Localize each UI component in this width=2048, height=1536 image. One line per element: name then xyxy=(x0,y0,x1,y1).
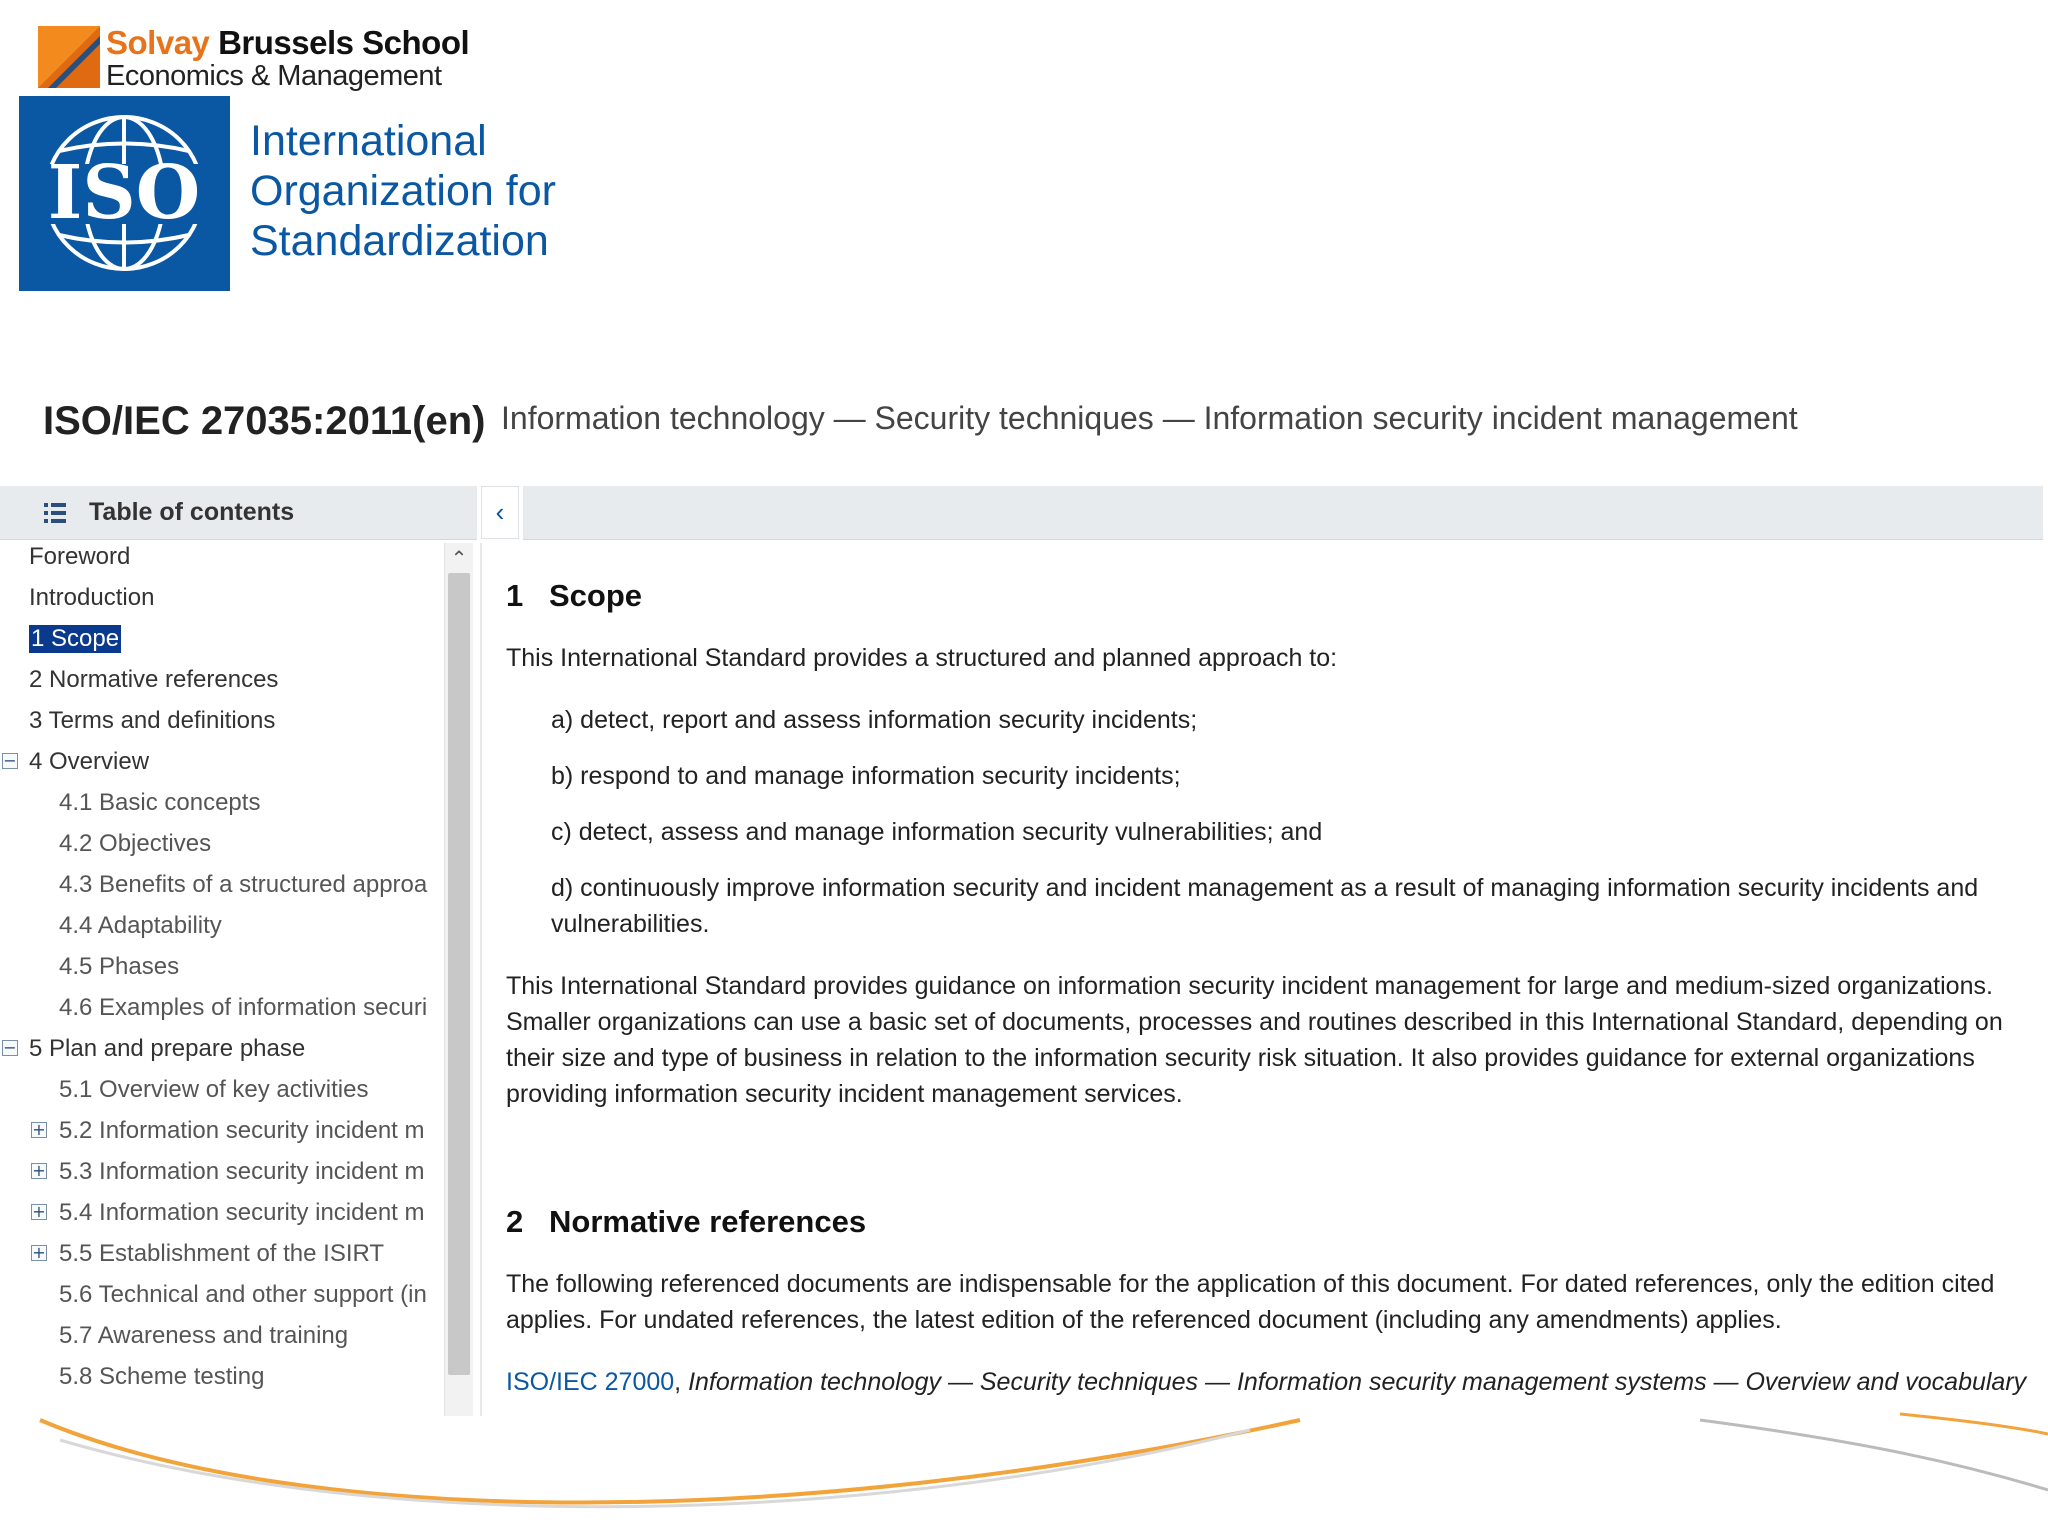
toc-list xyxy=(0,543,443,1416)
expand-toggle-icon[interactable]: + xyxy=(32,1202,46,1221)
toc-item-5-2[interactable]: + 5.2 Information security incident m xyxy=(32,1117,425,1144)
content-header-bar xyxy=(523,486,2043,540)
expand-toggle-icon[interactable]: + xyxy=(32,1161,46,1180)
normative-paragraph: The following referenced documents are indispensable for the application of this document. For dated references, only the edition cited applies. For undated references, the latest edition of the referenced document (including any amendments) applies. xyxy=(506,1270,1995,1334)
scroll-thumb[interactable] xyxy=(448,573,470,1375)
iso-name-line: International xyxy=(250,117,487,165)
expand-toggle-icon[interactable]: + xyxy=(32,1243,46,1262)
toc-item-5-3[interactable]: + 5.3 Information security incident m xyxy=(32,1158,425,1185)
collapse-toggle-icon[interactable]: − xyxy=(3,1038,17,1057)
toc-item-4-6[interactable]: 4.6 Examples of information securi xyxy=(59,994,428,1021)
list-icon xyxy=(42,500,68,526)
scope-list-item: c) detect, assess and manage information security vulnerabilities; and xyxy=(551,818,1323,846)
iso-organization-name xyxy=(250,116,556,266)
globe-icon xyxy=(19,96,230,291)
panel-divider[interactable] xyxy=(480,543,482,1416)
reference-title: Information technology — Security techniques — Information security management systems — Overview and vocabulary xyxy=(688,1368,2027,1396)
toc-item-foreword[interactable]: Foreword xyxy=(29,543,131,570)
collapse-toggle-icon[interactable]: − xyxy=(3,751,17,770)
toc-item-scope[interactable]: 1 Scope xyxy=(31,625,120,652)
toc-item-5-8[interactable]: 5.8 Scheme testing xyxy=(59,1363,265,1390)
reference-link[interactable]: ISO/IEC 27000 xyxy=(506,1368,675,1396)
solvay-title: Solvay Brussels School xyxy=(106,24,470,61)
scroll-up-icon[interactable]: ⌃ xyxy=(450,546,468,570)
iso-logo-text: ISO xyxy=(47,150,201,236)
scope-list-item: d) continuously improve information security and incident management as a result of managing information security incidents and vulnerabilities. xyxy=(551,874,1979,938)
normative-reference: ISO/IEC 27000, Information technology — Security techniques — Information security management systems — Overview and vocabulary xyxy=(506,1368,2027,1396)
solvay-mark-icon xyxy=(38,26,100,88)
toc-item-4-2[interactable]: 4.2 Objectives xyxy=(59,830,212,857)
toc-item-5-5[interactable]: + 5.5 Establishment of the ISIRT xyxy=(32,1240,385,1267)
document-code: ISO/IEC 27035:2011(en) xyxy=(43,399,486,443)
toc-item-terms-definitions[interactable]: 3 Terms and definitions xyxy=(29,707,276,734)
toc-header-label: Table of contents xyxy=(89,498,295,526)
toc-item-5-4[interactable]: + 5.4 Information security incident m xyxy=(32,1199,425,1226)
toc-item-4-5[interactable]: 4.5 Phases xyxy=(59,953,180,980)
toc-item-plan-prepare[interactable]: − 5 Plan and prepare phase xyxy=(3,1035,306,1062)
expand-toggle-icon[interactable]: + xyxy=(32,1120,46,1139)
solvay-subtitle: Economics & Management xyxy=(106,60,442,92)
iso-name-line: Standardization xyxy=(250,217,549,265)
toc-item-4-4[interactable]: 4.4 Adaptability xyxy=(59,912,222,939)
scope-list-item: b) respond to and manage information security incidents; xyxy=(551,762,1181,790)
toc-item-5-7[interactable]: 5.7 Awareness and training xyxy=(59,1322,349,1349)
iso-name-line: Organization for xyxy=(250,167,556,215)
collapse-toc-button[interactable]: ‹ xyxy=(481,486,519,539)
iso-logo xyxy=(19,96,230,291)
toc-item-overview[interactable]: − 4 Overview xyxy=(3,748,150,775)
document-title: Information technology — Security techniques — Information security incident management xyxy=(501,400,1798,436)
toc-item-introduction[interactable]: Introduction xyxy=(29,584,155,611)
decorative-swoosh xyxy=(0,1400,2048,1536)
scope-paragraph: This International Standard provides guidance on information security incident management for large and medium-sized organizations. Smaller organizations can use a basic set of documents, processes and routines described in this International Standard, depending on their size and type of business in relation to the information security risk situation. It also provides guidance for external organizations providing information security incident management services. xyxy=(506,972,2003,1108)
toc-item-4-1[interactable]: 4.1 Basic concepts xyxy=(59,789,261,816)
section-heading-scope: 1 Scope xyxy=(506,578,643,613)
toc-item-5-6[interactable]: 5.6 Technical and other support (in xyxy=(59,1281,427,1308)
section-heading-normative: 2 Normative references xyxy=(506,1204,867,1239)
toc-header xyxy=(0,486,477,540)
scope-intro: This International Standard provides a structured and planned approach to: xyxy=(506,644,1338,672)
toc-scrollbar[interactable] xyxy=(444,543,473,1416)
toc-item-normative-references[interactable]: 2 Normative references xyxy=(29,666,279,693)
scope-list-item: a) detect, report and assess information security incidents; xyxy=(551,706,1198,734)
toc-item-5-1[interactable]: 5.1 Overview of key activities xyxy=(59,1076,369,1103)
toc-item-4-3[interactable]: 4.3 Benefits of a structured approa xyxy=(59,871,428,898)
